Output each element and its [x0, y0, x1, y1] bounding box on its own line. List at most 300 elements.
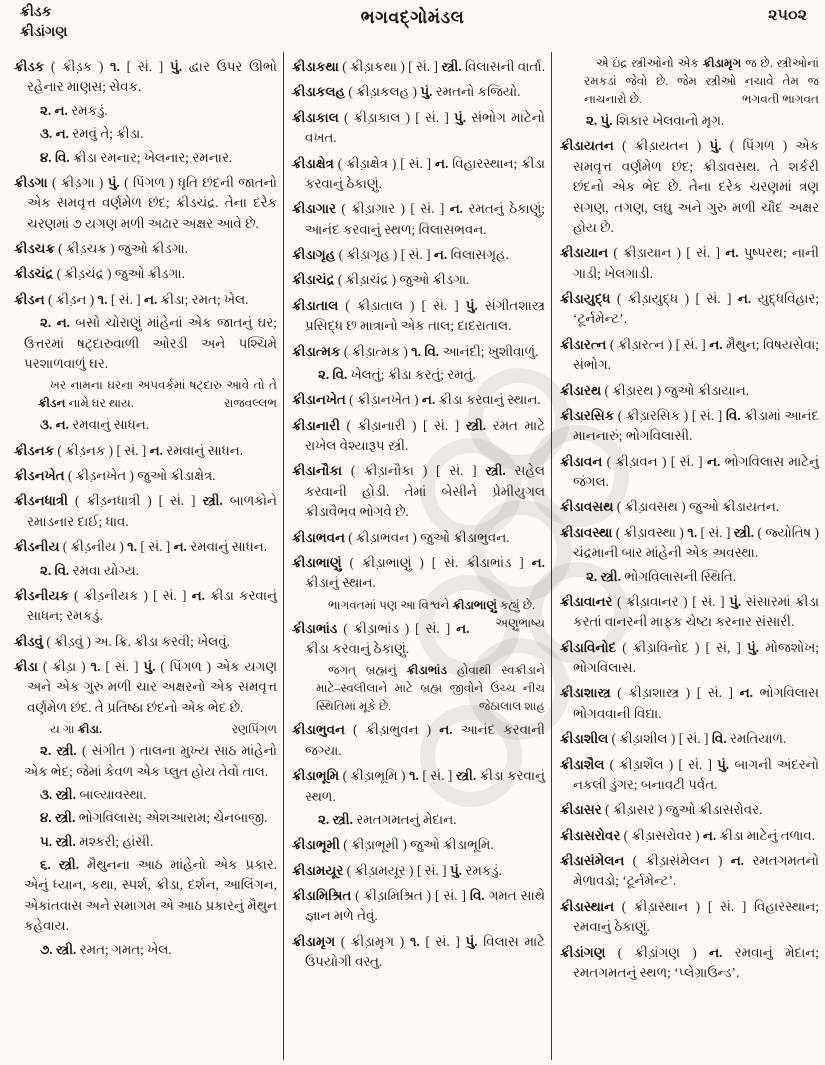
headword-or-label: ૨. સ્ત્રી.: [318, 811, 353, 827]
headword-or-label: ન.: [702, 827, 717, 843]
headword-or-label: પું.: [465, 297, 478, 313]
definition-text: ( ક્રીડ઼ગા ): [47, 174, 108, 190]
dictionary-entry: [560, 136, 819, 238]
definition-text: ( ક્રીડ઼ાશાસ્ત્ર ) [ સં. ]: [610, 685, 740, 701]
headword-or-label: પું.: [717, 756, 730, 772]
definition-text: ( ક્રીડ઼ન ): [44, 291, 98, 307]
headword-or-label: ૨. ન.: [40, 315, 70, 331]
dictionary-entry: [560, 851, 819, 892]
headword-or-label: વિ.: [725, 407, 741, 423]
definition-text: [ સં. ]: [119, 59, 170, 74]
definition-text: સંભોગ માટેનો વખત.: [305, 109, 545, 146]
dictionary-entry: [560, 729, 819, 749]
definition-text: કહ્યું છે.: [496, 597, 535, 612]
definition-text: રમતગમતનું મેદાન.: [352, 811, 457, 827]
columns-container: [0, 52, 825, 1060]
definition-text: ( ક્રીડ઼ારત્ન ) [ સં. ]: [606, 336, 710, 352]
definition-text: મૈથુન; વિષયસેવા; સંભોગ.: [573, 336, 819, 373]
definition-text: રમત; ગમત; ખેલ.: [76, 941, 172, 957]
definition-text: બસો ચોરાણું માંહેનાં એક જાતનું ઘર; ઉત્તરમાં ષટ્દારુવાળી ઓરડી અને પશ્ચિમે પરશાળવાળું ઘર.: [24, 315, 277, 371]
definition-text: ( ક્રીડ઼વું ) અ. ક્રિ. ક્રીડા કરવી; ખેલવું.: [42, 633, 230, 649]
dictionary-entry: [14, 173, 277, 234]
headword-or-label: પું.: [107, 174, 120, 190]
headword-or-label: ક્રીડા: [14, 659, 38, 674]
definition-text: ખર નામના ઘરના અપવર્કમાં ષટ્દારુ આવે તો તે: [50, 378, 277, 393]
headword-or-label: ક્રીડાભૂમિ: [292, 768, 340, 784]
headword-or-label: ક્રીડારથ: [560, 382, 602, 398]
definition-text: ( ક્રીડ઼ાનૌકા ) [ સં. ]: [342, 463, 486, 479]
dictionary-column: [14, 52, 283, 1060]
definition-text: ( ક્રીડ઼ાકલહ ): [345, 84, 421, 100]
headword-or-label: ૧. વિ.: [411, 343, 440, 359]
definition-text: ક્રીડામાં આનંદ માનનારું; ભોગવિલાસી.: [573, 407, 819, 444]
definition-text: ( ક્રીડ઼નીય ): [59, 539, 128, 555]
dictionary-entry: [560, 381, 819, 401]
headword-or-label: ક્રીડાનૌકા: [292, 463, 343, 479]
dictionary-entry: [14, 586, 277, 627]
headword-or-label: ક્રીડાસ્થાન: [560, 898, 615, 914]
headword-or-label: ૩. ન.: [40, 417, 69, 433]
definition-text: ( ક્રીડ઼ાવન ) [ સં. ]: [602, 453, 707, 469]
headword-or-label: ક્રીડાવસ્થા: [560, 524, 613, 540]
definition-text: વિલાસની વાર્તા.: [461, 59, 545, 74]
headword-or-label: ક્રીડાભાંડ: [406, 663, 448, 678]
definition-text: ( ક્રીડ઼ચક્ર ) જુઓ ક્રીડગા.: [54, 241, 189, 256]
dictionary-entry: [292, 720, 545, 761]
dictionary-entry: [292, 416, 545, 457]
definition-text: રમતિયાળ.: [726, 731, 787, 747]
headword-or-label: ન.: [421, 392, 436, 408]
definition-text: ક્રીડા; રમત; ખેલ.: [157, 291, 249, 307]
headword-or-label: ક્રીડનક: [14, 442, 55, 458]
headword-or-label: ક્રીડાવસથ: [560, 499, 614, 515]
definition-text: રમવું તે; ક્રીડા.: [68, 126, 144, 142]
headword-or-label: ૩. સ્ત્રી.: [40, 786, 76, 802]
dictionary-column: [551, 52, 821, 1060]
sense-line: [14, 415, 277, 435]
headword-or-label: ન.: [730, 853, 745, 868]
definition-text: ( ક્રીડ઼ાભાણું ) [ સં. ક્રીડાભાંડ ]: [341, 554, 532, 570]
headword-or-label: ૨. વિ.: [318, 366, 348, 382]
headword-or-label: વિ.: [711, 731, 727, 747]
headword-or-label: ક્રીડાભાણું: [452, 597, 497, 612]
dictionary-entry: [292, 932, 545, 973]
sense-line: [14, 832, 277, 852]
definition-text: ય ગા: [50, 722, 78, 737]
definition-text: નામે ઘર થાય.: [65, 396, 134, 411]
definition-text: ( જ્યોતિષ ) ચંદ્રમાની બાર માંહેની એક અવસ્થા.: [573, 524, 819, 561]
headword-or-label: ન.: [709, 944, 723, 960]
definition-text: ( ક્રીડ઼ાનારી ) [ સં. ]: [339, 417, 466, 433]
definition-text: ( ક્રીડ઼નીયક ) [ સં. ]: [68, 587, 192, 603]
headword-or-label: વિ.: [469, 888, 485, 903]
headword-or-label: ક્રીડા.: [77, 722, 102, 737]
definition-text: [ સં. ]: [100, 659, 144, 674]
headword-or-label: ક્રીડાગૃહ: [292, 247, 336, 262]
definition-text: ( ક્રીડ઼ારથ ) જુઓ ક્રીડાયાન.: [601, 382, 750, 398]
headword-or-label: ક્રીડાયુદ્ધ: [560, 291, 611, 306]
sense-line: [292, 365, 545, 385]
definition-text: રમકડું.: [462, 862, 502, 878]
headword-or-label: પું.: [729, 593, 742, 609]
headword-or-label: ક્રીડાવન: [560, 453, 603, 469]
dictionary-entry: [14, 632, 277, 652]
headword-or-label: ક્રીડન: [38, 396, 66, 411]
headword-or-label: ન.: [725, 245, 739, 261]
dictionary-entry: [292, 835, 545, 855]
dictionary-entry: [292, 108, 545, 149]
sense-line: [14, 101, 277, 121]
headword-or-label: પું.: [420, 84, 433, 100]
definition-text: એ ઇંદ્ર સ્ત્રીઓનો એક: [596, 56, 703, 70]
definition-text: ( ક્રીડ઼ાભાંડ ) [ સં. ]: [337, 620, 457, 636]
sense-line: [14, 124, 277, 144]
definition-text: ક્રીડા કરવાનું સ્થળ.: [305, 768, 545, 804]
dictionary-entry: [14, 537, 277, 557]
headword-or-label: ક્રીડગા: [14, 174, 48, 190]
headword-or-label: ૨. ન.: [40, 102, 68, 118]
dictionary-entry: [292, 199, 545, 240]
headword-or-label: ૪. સ્ત્રી.: [40, 810, 76, 826]
headword-or-label: ક્રીડાયાન: [560, 245, 609, 261]
sense-line: [14, 940, 277, 960]
dictionary-entry: [292, 82, 545, 102]
definition-text: રમવાનું સાધન.: [186, 539, 268, 555]
definition-text: ( ક્રીડ઼ાવસ્થા ): [612, 524, 688, 540]
definition-text: ( ક્રીડ઼ાક્ષેત્ર ) [ સં. ]: [333, 155, 435, 171]
definition-text: મૈથુનના આઠ માંહેનો એક પ્રકાર. એનું ધ્યાન, કથા, સ્પર્શ, ક્રીડા, દર્શન, આલિંગન, એકાંતવાસ અને સમાગમ એ આઠ પ્રકારનું મૈથુન કહેવાય.: [24, 857, 277, 934]
headword-or-label: સ્ત્રી.: [465, 417, 487, 433]
definition-text: ( ક્રીડ઼ાયુદ્ધ ) [ સં. ]: [610, 291, 738, 306]
sense-line: [14, 741, 277, 782]
definition-text: ( ક્રીડ઼ામૃગ ): [335, 933, 410, 949]
headword-or-label: ક્રીડાનખેત: [292, 392, 346, 408]
definition-text: ભાગવતમાં પણ આ વિશ્વને: [328, 597, 453, 612]
definition-text: [ સં. ]: [419, 933, 466, 949]
definition-text: ( ક્રીડ઼ાસંમેલન ): [624, 853, 731, 868]
definition-text: [ સં. ]: [107, 291, 144, 307]
definition-text: ( ક્રીડ઼ાત્મક ): [340, 343, 412, 359]
definition-text: જગત્ બ્રહ્મનું: [328, 663, 407, 678]
dictionary-column: [283, 52, 551, 1060]
definition-text: ક્રીડા રમનાર; ખેલનાર; રમનાર.: [69, 149, 233, 165]
dictionary-entry: [560, 335, 819, 376]
dictionary-entry: [14, 239, 277, 259]
dictionary-entry: [560, 243, 819, 284]
quote-attribution: ભગવતી ભાગવત: [742, 92, 819, 106]
definition-text: ( ક્રીડ઼ચંદ્ર ) જુઓ ક્રીડગા.: [53, 266, 185, 282]
sense-line: [560, 111, 819, 131]
definition-text: સંગીતશાસ્ત્ર પ્રસિદ્ધ છ માત્રાનો એક તાલ; દાદરાતાલ.: [305, 297, 545, 334]
headword-or-label: ૧.: [409, 933, 420, 949]
definition-text: વિલાસ માટે ઉપયોગી વસ્તુ.: [305, 933, 545, 970]
dictionary-entry: [14, 657, 277, 718]
headword-or-label: પું.: [709, 138, 722, 154]
headword-or-label: ૧.: [90, 659, 101, 674]
definition-text: ( ક્રીડ઼નધાત્રી ) [ સં. ]: [68, 493, 203, 509]
headword-or-label: ૧.: [127, 539, 138, 555]
headword-or-label: ક્રીડાસર: [560, 802, 602, 818]
definition-text: મોજશોખ; ભોગવિલાસ.: [573, 639, 820, 675]
definition-text: બાળકોને રમાડનાર દાઈ; ધાવ.: [27, 493, 277, 529]
page-number: ૨૫૦૨: [768, 7, 807, 24]
definition-text: ( ક્રીડ઼ાભૂમી ) જુઓ ક્રીડાભૂમિ.: [339, 837, 494, 853]
dictionary-entry: [14, 491, 277, 532]
definition-text: રમવાનું મેદાન; રમતગમતનું સ્થળ; ‘પ્લેગ્રાઉન્ડ’.: [573, 944, 819, 980]
definition-text: ક્રીડાનું સ્થાન.: [305, 575, 376, 591]
dictionary-entry: [292, 245, 545, 265]
dictionary-entry: [560, 755, 819, 796]
sense-line: [14, 313, 277, 374]
definition-text: બાલ્યાવસ્થા.: [75, 786, 147, 802]
quotation: [14, 720, 277, 738]
definition-text: ( ક્રીડ઼ાચંદ્ર ) જુઓ ક્રીડગા.: [334, 272, 470, 288]
definition-text: ( ક્રીડ઼ાંગણ ): [605, 944, 710, 960]
definition-text: ( ક્રીડ઼ાવિનોદ ) [ સં, ]: [616, 639, 747, 655]
headword-or-label: ન.: [449, 201, 464, 217]
headword-or-label: ૧.: [110, 59, 120, 74]
headword-or-label: ક્રીડાવાનર: [560, 593, 613, 609]
definition-text: ( ક્રીડ઼ાગાર ) [ સં. ]: [335, 201, 450, 217]
definition-text: ( ક્રીડ઼ારસિક ) [ સં. ]: [614, 407, 726, 423]
headword-or-label: ક્રીડાક્ષેત્ર: [292, 155, 334, 171]
definition-text: ભોગવિલાસની સ્થિતિ.: [620, 568, 737, 584]
headword-or-label: ન.: [439, 722, 453, 738]
definition-text: પુષ્પરથ; નાની ગાડી; ખેલગાડી.: [573, 245, 819, 281]
headword-or-label: સ્ત્રી.: [455, 768, 477, 784]
dictionary-entry: [14, 264, 277, 284]
page-header: [0, 0, 825, 52]
headword-or-label: ક્રીડામિશ્રિત: [292, 888, 352, 903]
definition-text: ગમત સાથે જ્ઞાન મળે તેવું.: [305, 888, 545, 924]
headword-or-label: પું.: [450, 862, 463, 878]
dictionary-entry: [292, 390, 545, 410]
definition-text: ( ક્રીડ઼ા ): [37, 659, 91, 674]
headword-or-label: ન.: [737, 291, 752, 306]
definition-text: વિલાસગૃહ.: [447, 247, 509, 262]
headword-or-label: ક્રીડનીય: [14, 539, 60, 555]
definition-text: મશ્કરી; હાંસી.: [75, 833, 154, 849]
definition-text: સહેલ કરવાની હોડી. તેમાં બેસીને પ્રેમીયુગલ ક્રીડાવૈભવ ભોગવે છે.: [305, 463, 545, 520]
sense-line: [14, 855, 277, 937]
headword-or-label: ક્રીડારત્ન: [560, 336, 607, 352]
headword-or-label: ૨. વિ.: [40, 562, 70, 578]
quote-attribution: અણુભાષ્ય: [495, 615, 545, 630]
definition-text: ( ક્રીડ઼ાવાનર ) [ સં. ]: [612, 593, 730, 609]
headword-or-label: ક્રીડાસરોવર: [560, 827, 621, 843]
headword-or-label: સ્ત્રી.: [485, 463, 506, 479]
headword-or-label: ક્રીડાસંમેલન: [560, 853, 625, 868]
quotation: [292, 661, 545, 715]
dictionary-entry: [560, 289, 819, 330]
headword-or-label: ન.: [173, 539, 187, 555]
definition-text: ક્રીડા કરવાનું ઠેકાણું.: [305, 641, 410, 656]
definition-text: ( ક્રીડ઼ાનખેત ): [345, 392, 422, 408]
dictionary-entry: [292, 296, 545, 337]
headword-or-label: પું.: [454, 109, 467, 125]
headword-or-label: ૧.: [687, 524, 698, 540]
headword-or-label: ૬. સ્ત્રી.: [40, 857, 80, 872]
definition-text: આનંદી; ખુશીવાળું.: [439, 343, 539, 359]
definition-text: ( ક્રીડ઼ાસર ) જુઓ ક્રીડાસરોવર.: [601, 802, 763, 818]
headword-or-label: ક્રીડાયતન: [560, 138, 614, 154]
definition-text: ( ક્રીડ઼ાશીલ ) [ સં. ]: [608, 731, 712, 747]
definition-text: વિહારસ્થાન; ક્રીડા કરવાનું ઠેકાણું.: [305, 155, 545, 191]
definition-text: ખેલતું; ક્રીડા કરતું; રમતું.: [347, 366, 476, 382]
definition-text: ક્રીડા કરવાનું સ્થાન.: [435, 392, 541, 408]
sense-line: [14, 561, 277, 581]
headword-or-label: ન.: [739, 685, 753, 701]
definition-text: [ સં. ]: [137, 539, 174, 555]
definition-text: ( ક્રીડ઼ાતાલ ) [ સં. ]: [338, 297, 466, 313]
headword-or-label: ક્રીડાભુવન: [292, 722, 345, 738]
headword-or-label: સ્ત્રી.: [441, 59, 462, 74]
definition-text: ( ક્રીડ઼ાકાલ ) [ સં. ]: [338, 109, 454, 125]
definition-text: ( પિંગળ ) ધૃતિ છંદની જાતનો એક સમવૃત્ત વર્ણમેળ છંદ; ક્રીડચંદ્ર. તેના દરેક ચરણમાં ૭ યગણ મળી અઢાર અક્ષર આવે છે.: [27, 174, 278, 231]
headword-or-label: ન.: [191, 587, 205, 603]
dictionary-entry: [560, 592, 819, 633]
headword-or-label: ક્રીડાભવન: [292, 529, 345, 545]
definition-text: રમતનું ઠેકાણું; આનંદ કરવાનું સ્થળ; વિલાસભવન.: [305, 201, 546, 237]
headword-or-label: ન.: [456, 620, 470, 636]
headword-or-label: ક્રીડચંદ્ર: [14, 266, 54, 282]
headword-or-label: ન.: [707, 453, 721, 469]
definition-text: રમવા યોગ્ય.: [69, 562, 140, 578]
definition-text: ક્રીડા માટેનું તળાવ.: [716, 827, 816, 843]
dictionary-entry: [292, 861, 545, 881]
definition-text: ( ક્રીડ઼ાયાન ) [ સં. ]: [608, 245, 726, 261]
dictionary-entry: [14, 441, 277, 461]
headword-or-label: ૧.: [97, 291, 108, 307]
sense-line: [14, 785, 277, 805]
headword-or-label: ક્રીડાંગણ: [560, 944, 606, 960]
headword-or-label: ક્રીડામૃગ: [702, 56, 742, 70]
headword-or-label: ક્રીડનધાત્રી: [14, 493, 68, 509]
definition-text: ભોગવિલાસ; એશઆરામ; ચેનબાજી.: [75, 810, 268, 826]
definition-text: ( ક્રીડ઼ાયતન ): [613, 138, 710, 154]
definition-text: ( ક્રીડ઼નક ) [ સં. ]: [54, 442, 150, 458]
definition-text: ( ક્રીડ઼ાસ્થાન ) [ સં. ] વિહારસ્થાન; રમવાનું ઠેકાણું.: [573, 898, 819, 935]
headword-or-label: ન.: [709, 336, 723, 352]
definition-text: ભોગવિલાસ ભોગવવાની વિદ્યા.: [573, 685, 819, 721]
headword-or-label: ક્રીડાશાસ્ત્ર: [560, 685, 611, 701]
headword-or-label: ક્રીડાવિનોદ: [560, 639, 617, 655]
definition-text: રમતનો કજિયો.: [432, 84, 521, 100]
headword-or-label: પું.: [465, 933, 478, 949]
sense-line: [14, 148, 277, 168]
headword-or-label: ક્રીડાગાર: [292, 201, 336, 217]
definition-text: ભોગવિલાસ માટેનું જંગલ.: [573, 453, 819, 489]
sense-line: [292, 810, 545, 830]
headword-or-label: ૨. પું.: [586, 113, 613, 128]
dictionary-entry: [560, 497, 819, 517]
dictionary-entry: [560, 638, 819, 679]
definition-text: ( ક્રીડ઼ામયૂર ) [ સં. ]: [343, 862, 450, 878]
headword-or-label: ક્રીડામયૂર: [292, 862, 344, 878]
definition-text: શિકાર ખેલવાનો મૃગ.: [612, 113, 725, 128]
dictionary-entry: [292, 553, 545, 594]
dictionary-entry: [292, 154, 545, 195]
dictionary-entry: [560, 943, 819, 984]
headword-or-label: ક્રીડાચંદ્ર: [292, 272, 335, 288]
headword-or-label: પું.: [170, 59, 183, 74]
headword-or-label: ૭. સ્ત્રી.: [40, 941, 77, 957]
definition-text: [ સં. ]: [418, 768, 456, 784]
headword-or-label: ૨. સ્ત્રી.: [586, 568, 621, 584]
definition-text: ( ક્રીડ઼ાભવન ) જુઓ ક્રીડાભુવન.: [344, 529, 510, 545]
headword-or-label: ન.: [531, 554, 545, 570]
headword-or-label: ક્રીડક: [14, 59, 45, 74]
definition-text: ( ક્રીડ઼નખેત ) જુઓ ક્રીડાક્ષેત્ર.: [64, 468, 216, 483]
dictionary-entry: [560, 826, 819, 846]
headword-or-label: ન.: [149, 442, 163, 458]
quotation: [560, 54, 819, 108]
dictionary-entry: [560, 683, 819, 724]
dictionary-entry: [14, 290, 277, 310]
dictionary-entry: [560, 523, 819, 564]
page-title: ભગવદ્ગોમંડલ: [360, 7, 465, 27]
quote-attribution: રણપિંગળ: [231, 722, 277, 737]
headword-or-label: ક્રીડાકલહ: [292, 84, 346, 100]
quotation: [14, 376, 277, 412]
headword-or-label: ૩. ન.: [40, 126, 69, 142]
headword-or-label: ક્રીડારસિક: [560, 407, 615, 423]
headword-or-label: ક્રીડન: [14, 291, 45, 307]
headword-or-label: ન.: [435, 155, 449, 171]
definition-text: ( ક્રીડ઼ાભૂમિ ): [339, 768, 409, 784]
headword-or-label: પું.: [746, 639, 760, 655]
definition-text: ( ક્રીડ઼ાવસથ ) જુઓ ક્રીડાયતન.: [613, 499, 780, 515]
definition-text: ( ક્રીડ઼ાશૈલ ) [ સં. ]: [604, 756, 718, 772]
definition-text: ( પિંગળ ) એક સમવૃત્ત વર્ણમેળ છંદ; ક્રીડાવસથ. તે શર્કરી છંદનો એક ભેદ છે. તેના દરેક ચરણમાં ત્રણ સગણ, તગણ, લઘુ અને ગુરુ મળી ચૌદ અક્ષર હોય છે.: [573, 138, 820, 235]
sense-line: [14, 808, 277, 828]
definition-text: હોવાથી સ્વક્રીડાને માટે–સ્વલીલાને માટે બ્રહ્મ જીવોને ઉચ્ચ નીચ સ્થિતિમાં મૂકે છે.: [316, 663, 546, 714]
definition-text: બાગની અંદરનો નકલી ડુંગર; બનાવટી પર્વત.: [573, 756, 820, 792]
headword-or-label: ક્રીડાકાલ: [292, 109, 339, 125]
definition-text: રમકડું.: [67, 102, 108, 118]
headword-or-label: પું.: [143, 659, 156, 674]
headword-or-label: સ્ત્રી.: [202, 493, 223, 509]
headword-or-label: ક્રીડવું: [14, 633, 43, 649]
guide-word-last: ક્રીડાંગણ: [20, 25, 68, 41]
dictionary-entry: [14, 466, 277, 486]
definition-text: યુદ્ધવિહાર; ‘ટૂર્નમેન્ટ’.: [573, 291, 819, 327]
definition-text: ( ક્રીડ઼ાગૃહ ) [ સં. ]: [335, 247, 434, 262]
definition-text: રમવાનું સાધન.: [162, 442, 244, 458]
headword-or-label: ક્રીડાશીલ: [560, 731, 609, 747]
definition-text: ( ક્રીડ઼ાસરોવર ): [620, 827, 703, 843]
dictionary-entry: [292, 57, 545, 77]
definition-text: ક્રીડા કરવાનું સાધન; રમકડું.: [27, 587, 278, 624]
guide-word-first: ક્રીડક: [20, 5, 52, 20]
dictionary-entry: [292, 886, 545, 927]
quote-attribution: રાજવલ્લભ: [224, 396, 277, 411]
dictionary-entry: [292, 766, 545, 807]
headword-or-label: સ્ત્રી.: [733, 524, 755, 540]
headword-or-label: ક્રીડાતાલ: [292, 297, 339, 313]
dictionary-entry: [560, 406, 819, 447]
headword-or-label: ૪. વિ.: [40, 149, 70, 165]
dictionary-entry: [292, 270, 545, 290]
headword-or-label: ક્રીડાભાંડ: [292, 620, 338, 636]
definition-text: રમવાનું સાધન.: [68, 417, 150, 433]
headword-or-label: ૫. સ્ત્રી.: [40, 833, 76, 849]
headword-or-label: ન.: [143, 291, 158, 307]
definition-text: રમત માટે રાખેલ વેશ્યારૂપ સ્ત્રી.: [305, 417, 546, 453]
headword-or-label: ક્રીડાશૈલ: [560, 756, 605, 772]
quote-attribution: જેઠાલાલ શાહ: [478, 699, 545, 714]
dictionary-entry: [560, 897, 819, 938]
